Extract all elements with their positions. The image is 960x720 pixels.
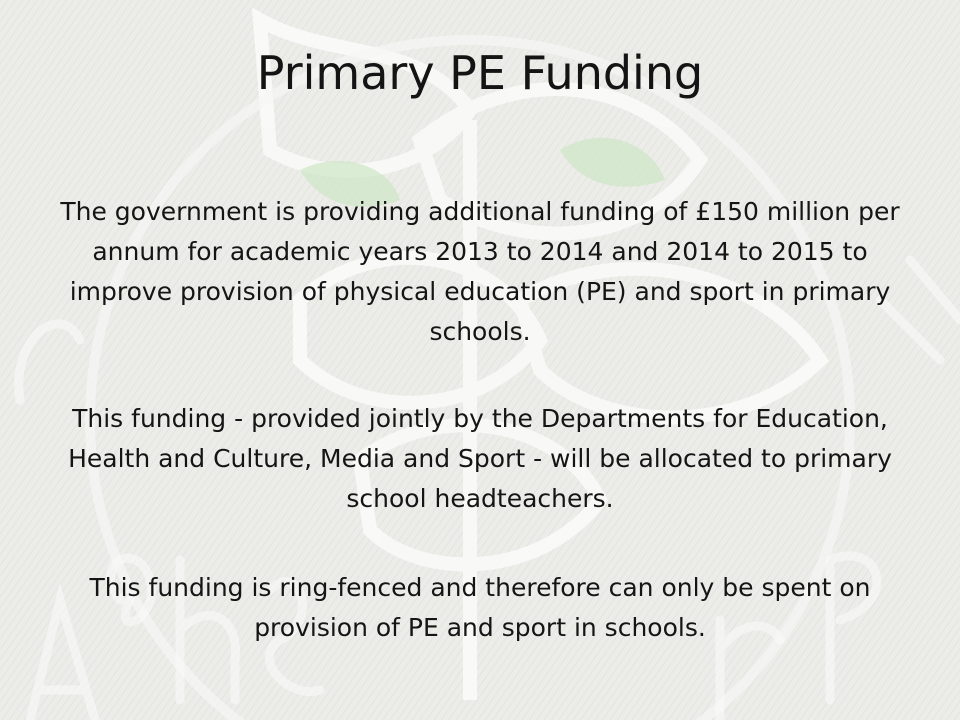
slide-title: Primary PE Funding [256, 46, 704, 100]
paragraph-funding-allocation: This funding - provided jointly by the Departments for Education, Health and Culture, Media and Sport - will be allocated to primary school headteachers. [68, 404, 892, 513]
paragraph-funding-amount: The government is providing additional funding of £150 million per annum for academic years 2013 to 2014 and 2014 to 2015 to improve provision of physical education (PE) and sport in primary schools. [60, 197, 900, 346]
paragraph-ring-fenced: This funding is ring-fenced and therefore can only be spent on provision of PE and sport in schools. [89, 573, 871, 642]
